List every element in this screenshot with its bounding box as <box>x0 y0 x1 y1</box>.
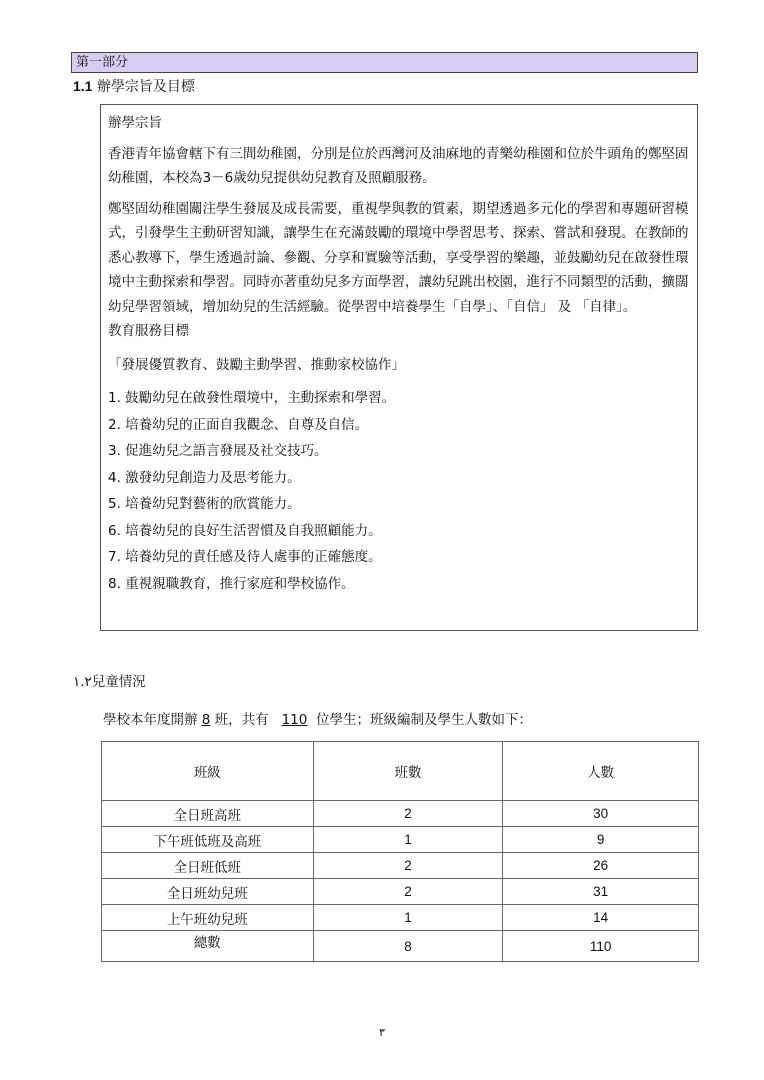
table-cell: 1 <box>313 827 503 853</box>
column-header: 班級 <box>102 742 314 801</box>
section-title: 兒童情況 <box>91 674 146 690</box>
table-cell: 上午班幼兒班 <box>102 905 314 931</box>
intro-text: 位學生；班級編制及學生人數如下： <box>311 712 532 728</box>
column-header: 人數 <box>503 742 699 801</box>
table-cell: 2 <box>313 879 503 905</box>
class-table <box>101 741 699 962</box>
table-row <box>102 905 699 931</box>
enrolment-intro <box>103 711 532 729</box>
list-item: 2. 培養幼兒的正面自我觀念、自尊及自信。 <box>108 416 369 433</box>
table-row <box>102 827 699 853</box>
table-cell: 8 <box>313 931 503 962</box>
list-item: 3. 促進幼兒之語言發展及社交技巧。 <box>108 443 328 459</box>
mission-heading: 辦學宗旨 <box>108 115 162 131</box>
table-cell: 下午班低班及高班 <box>102 827 314 853</box>
list-item: 5. 培養幼兒對藝術的欣賞能力。 <box>108 496 301 512</box>
column-header: 班數 <box>313 742 503 801</box>
table-row-total <box>102 931 699 962</box>
table-cell: 14 <box>503 905 699 931</box>
section-number: 1.1 <box>73 78 93 94</box>
mission-paragraph-1: 香港青年協會轄下有三間幼稚園，分別是位於西灣河及油麻地的青樂幼稚園和位於牛頭角的鄭堅固幼稚園，本校為3－6歲幼兒提供幼兒教育及照顧服務。 <box>108 145 689 186</box>
list-item: 6. 培養幼兒的良好生活習慣及自我照顧能力。 <box>108 522 382 539</box>
table-cell: 9 <box>503 827 699 853</box>
table-cell: 110 <box>503 931 699 962</box>
table-cell: 全日班低班 <box>102 853 314 879</box>
objectives-list <box>108 385 690 597</box>
table-row <box>102 853 699 879</box>
mission-box <box>100 104 698 631</box>
table-cell: 2 <box>313 801 503 827</box>
list-item: 1. 鼓勵幼兒在啟發性環境中，主動探索和學習。 <box>108 390 396 406</box>
table-cell: 1 <box>313 905 503 931</box>
list-item: 7. 培養幼兒的責任感及待人處事的正確態度。 <box>108 549 382 565</box>
page-number: ٣ <box>379 1026 385 1039</box>
motto: 「發展優質教育、鼓勵主動學習、推動家校協作」 <box>108 356 405 373</box>
section-title: 辦學宗旨及目標 <box>96 79 195 95</box>
list-item: 4. 激發幼兒創造力及思考能力。 <box>108 469 301 486</box>
part-header: 第一部分 <box>71 52 698 73</box>
table-cell: 全日班幼兒班 <box>102 879 314 905</box>
objectives-heading: 教育服務目標 <box>108 323 189 339</box>
list-item: 8. 重視親職教育，推行家庭和學校協作。 <box>108 575 355 592</box>
table-cell: 26 <box>503 853 699 879</box>
section-number: ١.٢ <box>73 674 92 690</box>
table-cell: 全日班高班 <box>102 801 314 827</box>
section-1-1-heading <box>73 77 195 96</box>
intro-text: 學校本年度開辦 <box>103 712 202 728</box>
table-cell: 31 <box>503 879 699 905</box>
mission-paragraph-2: 鄭堅固幼稚園關注學生發展及成長需要，重視學與教的質素，期望透過多元化的學習和專題研習模式，引發學生主動研習知識，讓學生在充滿鼓勵的環境中學習思考、探索、嘗試和發現。在教師的悉心教導下，學生透過討論、參觀、分享和實驗等活動，享受學習的樂趣，並鼓勵幼兒在啟發性環境中主動探索和學習。同時亦著重幼兒多方面學習，讓幼兒跳出校園，進行不同類型的活動，擴闊幼兒學習領域，增加幼兒的生活經驗。從學習中培養學生「自學」、「自信」 及 「自律」。 <box>108 200 689 315</box>
section-1-2-heading <box>73 673 146 691</box>
table-header-row <box>102 742 699 801</box>
intro-text: 班，共有 <box>210 712 273 728</box>
class-count: 8 <box>201 712 211 728</box>
table-row <box>102 879 699 905</box>
table-cell: 2 <box>313 853 503 879</box>
table-cell: 總數 <box>102 931 314 962</box>
student-count: 110 <box>281 712 308 728</box>
table-row <box>102 801 699 827</box>
table-cell: 30 <box>503 801 699 827</box>
